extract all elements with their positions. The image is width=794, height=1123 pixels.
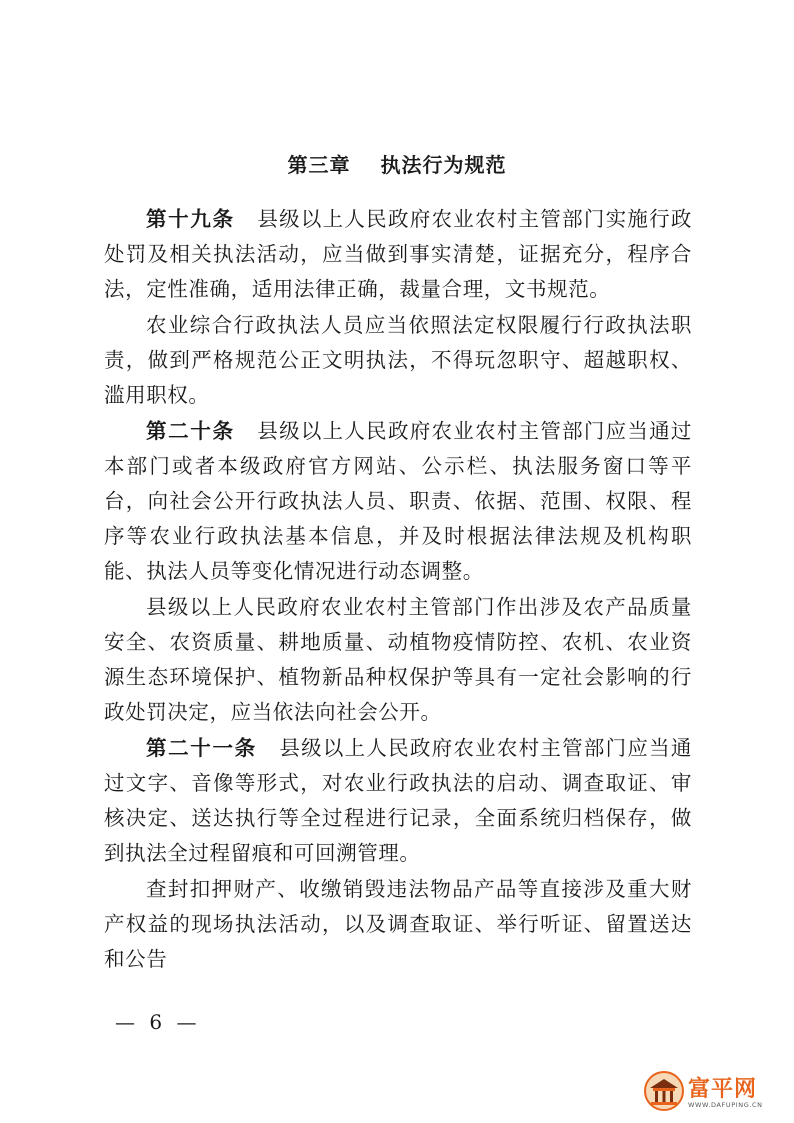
paragraph bbox=[104, 202, 692, 307]
article-number: 第二十条 bbox=[146, 419, 235, 443]
paragraph bbox=[104, 731, 692, 871]
paragraph bbox=[104, 590, 692, 730]
site-url: WWW.DAFUPING.CN bbox=[688, 1101, 763, 1109]
paragraph-text: 农业综合行政执法人员应当依照法定权限履行行政执法职责，做到严格规范公正文明执法，不得玩忽职守、超越职权、滥用职权。 bbox=[104, 313, 692, 407]
document-body bbox=[104, 202, 692, 978]
paragraph-text: 县级以上人民政府农业农村主管部门实施行政处罚及相关执法活动，应当做到事实清楚，证据充分，程序合法，定性准确，适用法律正确，裁量合理，文书规范。 bbox=[104, 207, 693, 301]
paragraph-text: 县级以上人民政府农业农村主管部门应当通过本部门或者本级政府官方网站、公示栏、执法服务窗口等平台，向社会公开行政执法人员、职责、依据、范围、权限、程序等农业行政执法基本信息，并及时根据法律法规及机构职能、执法人员等变化情况进行动态调整。 bbox=[104, 419, 693, 583]
paragraph bbox=[104, 872, 692, 977]
pavilion-logo-icon bbox=[644, 1071, 684, 1111]
chapter-heading bbox=[0, 149, 794, 178]
article-number: 第二十一条 bbox=[146, 736, 257, 760]
paragraph-text: 县级以上人民政府农业农村主管部门作出涉及农产品质量安全、农资质量、耕地质量、动植物疫情防控、农机、农业资源生态环境保护、植物新品种权保护等具有一定社会影响的行政处罚决定，应当依法向社会公开。 bbox=[104, 595, 692, 724]
site-watermark[interactable] bbox=[644, 1071, 780, 1115]
paragraph bbox=[104, 414, 692, 589]
site-name: 富平网 bbox=[688, 1077, 758, 1102]
page-number: — 6 — bbox=[115, 1010, 201, 1034]
chapter-number: 第三章 bbox=[287, 153, 351, 177]
paragraph-text: 查封扣押财产、收缴销毁违法物品产品等直接涉及重大财产权益的现场执法活动，以及调查取证、举行听证、留置送达和公告 bbox=[104, 877, 692, 971]
paragraph bbox=[104, 308, 692, 413]
article-number: 第十九条 bbox=[146, 207, 235, 231]
paragraph-text: 县级以上人民政府农业农村主管部门应当通过文字、音像等形式，对农业行政执法的启动、调查取证、审核决定、送达执行等全过程进行记录，全面系统归档保存，做到执法全过程留痕和可回溯管理。 bbox=[104, 736, 692, 865]
chapter-title: 执法行为规范 bbox=[380, 153, 507, 177]
